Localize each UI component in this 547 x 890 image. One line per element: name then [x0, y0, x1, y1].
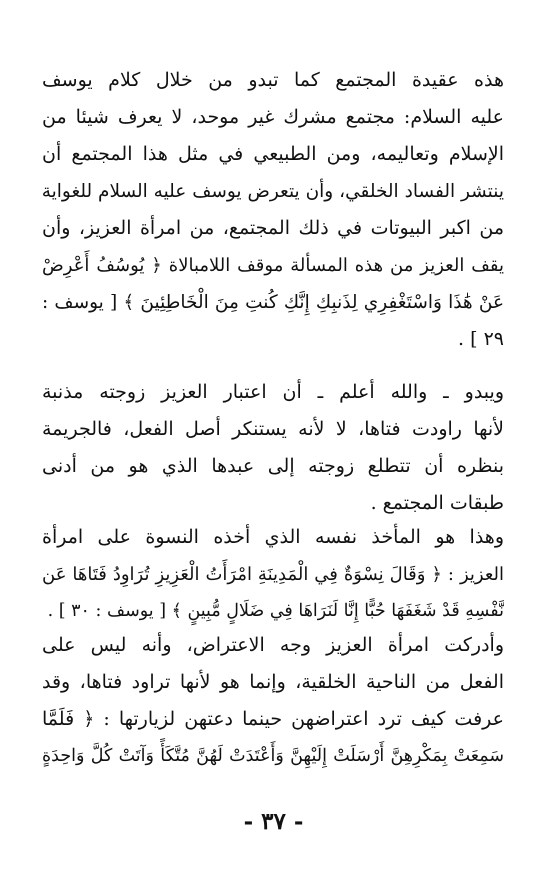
text-line: الإسلام وتعاليمه، ومن الطبيعي في مثل هذا المجتمع أن	[42, 143, 504, 165]
text-line: طبقات المجتمع .	[370, 492, 504, 514]
text-line: هذه عقيدة المجتمع كما تبدو من خلال كلام يوسف	[42, 69, 504, 91]
paragraph-2	[42, 374, 504, 522]
text-line: بنظره أن تتطلع زوجته إلى عبدها الذي هو من أدنى	[42, 455, 504, 477]
paragraph-4	[42, 627, 504, 775]
text-line: ويبدو ـ والله أعلم ـ أن اعتبار العزيز زوجته مذنبة	[42, 381, 504, 403]
paragraph-3	[42, 519, 504, 630]
quran-verse-line: سَمِعَتْ بِمَكْرِهِنَّ أَرْسَلَتْ إِلَيْهِنَّ وَأَعْتَدَتْ لَهُنَّ مُتَّكَأً وَآتَتْ كُلَّ وَاحِدَةٍ	[42, 746, 504, 766]
quran-verse-line: العزيز : ﴿ وَقَالَ نِسْوَةٌ فِي الْمَدِينَةِ امْرَأَتُ الْعَزِيزِ تُرَاوِدُ فَتَاهَا عَن	[42, 564, 504, 585]
paragraph-1	[42, 62, 504, 358]
text-line: وهذا هو المأخذ نفسه الذي أخذه النسوة على امرأة	[42, 526, 504, 548]
text-line: عليه السلام: مجتمع مشرك غير موحد، لا يعرف شيئا من	[42, 106, 504, 128]
quran-verse-line: عَنْ هَٰذَا وَاسْتَغْفِرِي لِذَنبِكِ إِنَّكِ كُنتِ مِنَ الْخَاطِئِينَ ﴾ [ يوسف :	[42, 292, 504, 313]
text-line: لأنها راودت فتاها، لا لأنه يستنكر أصل الفعل، فالجريمة	[42, 418, 504, 440]
quran-verse-line: نَّفْسِهِ قَدْ شَغَفَهَا حُبًّا إِنَّا لَنَرَاهَا فِي ضَلَالٍ مُّبِينٍ ﴾ [ يوسف : ٣٠ ] .	[47, 601, 504, 621]
text-line: الفعل من الناحية الخلقية، وإنما هو لأنها تراود فتاها، وقد	[42, 671, 504, 693]
text-line: عرفت كيف ترد اعتراضهن حينما دعتهن لزيارتها : ﴿ فَلَمَّا	[42, 708, 504, 730]
page-number: - ٣٧ -	[243, 808, 304, 835]
verse-reference-line: ٢٩ ] .	[458, 328, 504, 350]
text-line: من اكبر البيوتات في ذلك المجتمع، من امرأة العزيز، وأن	[42, 217, 504, 239]
quran-verse-line: يقف العزيز من هذه المسألة موقف اللامبالاة ﴿ يُوسُفُ أَعْرِضْ	[42, 255, 504, 276]
text-line: وأدركت امرأة العزيز وجه الاعتراض، وأنه ليس على	[42, 634, 504, 656]
text-line: ينتشر الفساد الخلقي، وأن يتعرض يوسف عليه السلام للغواية	[42, 181, 504, 202]
